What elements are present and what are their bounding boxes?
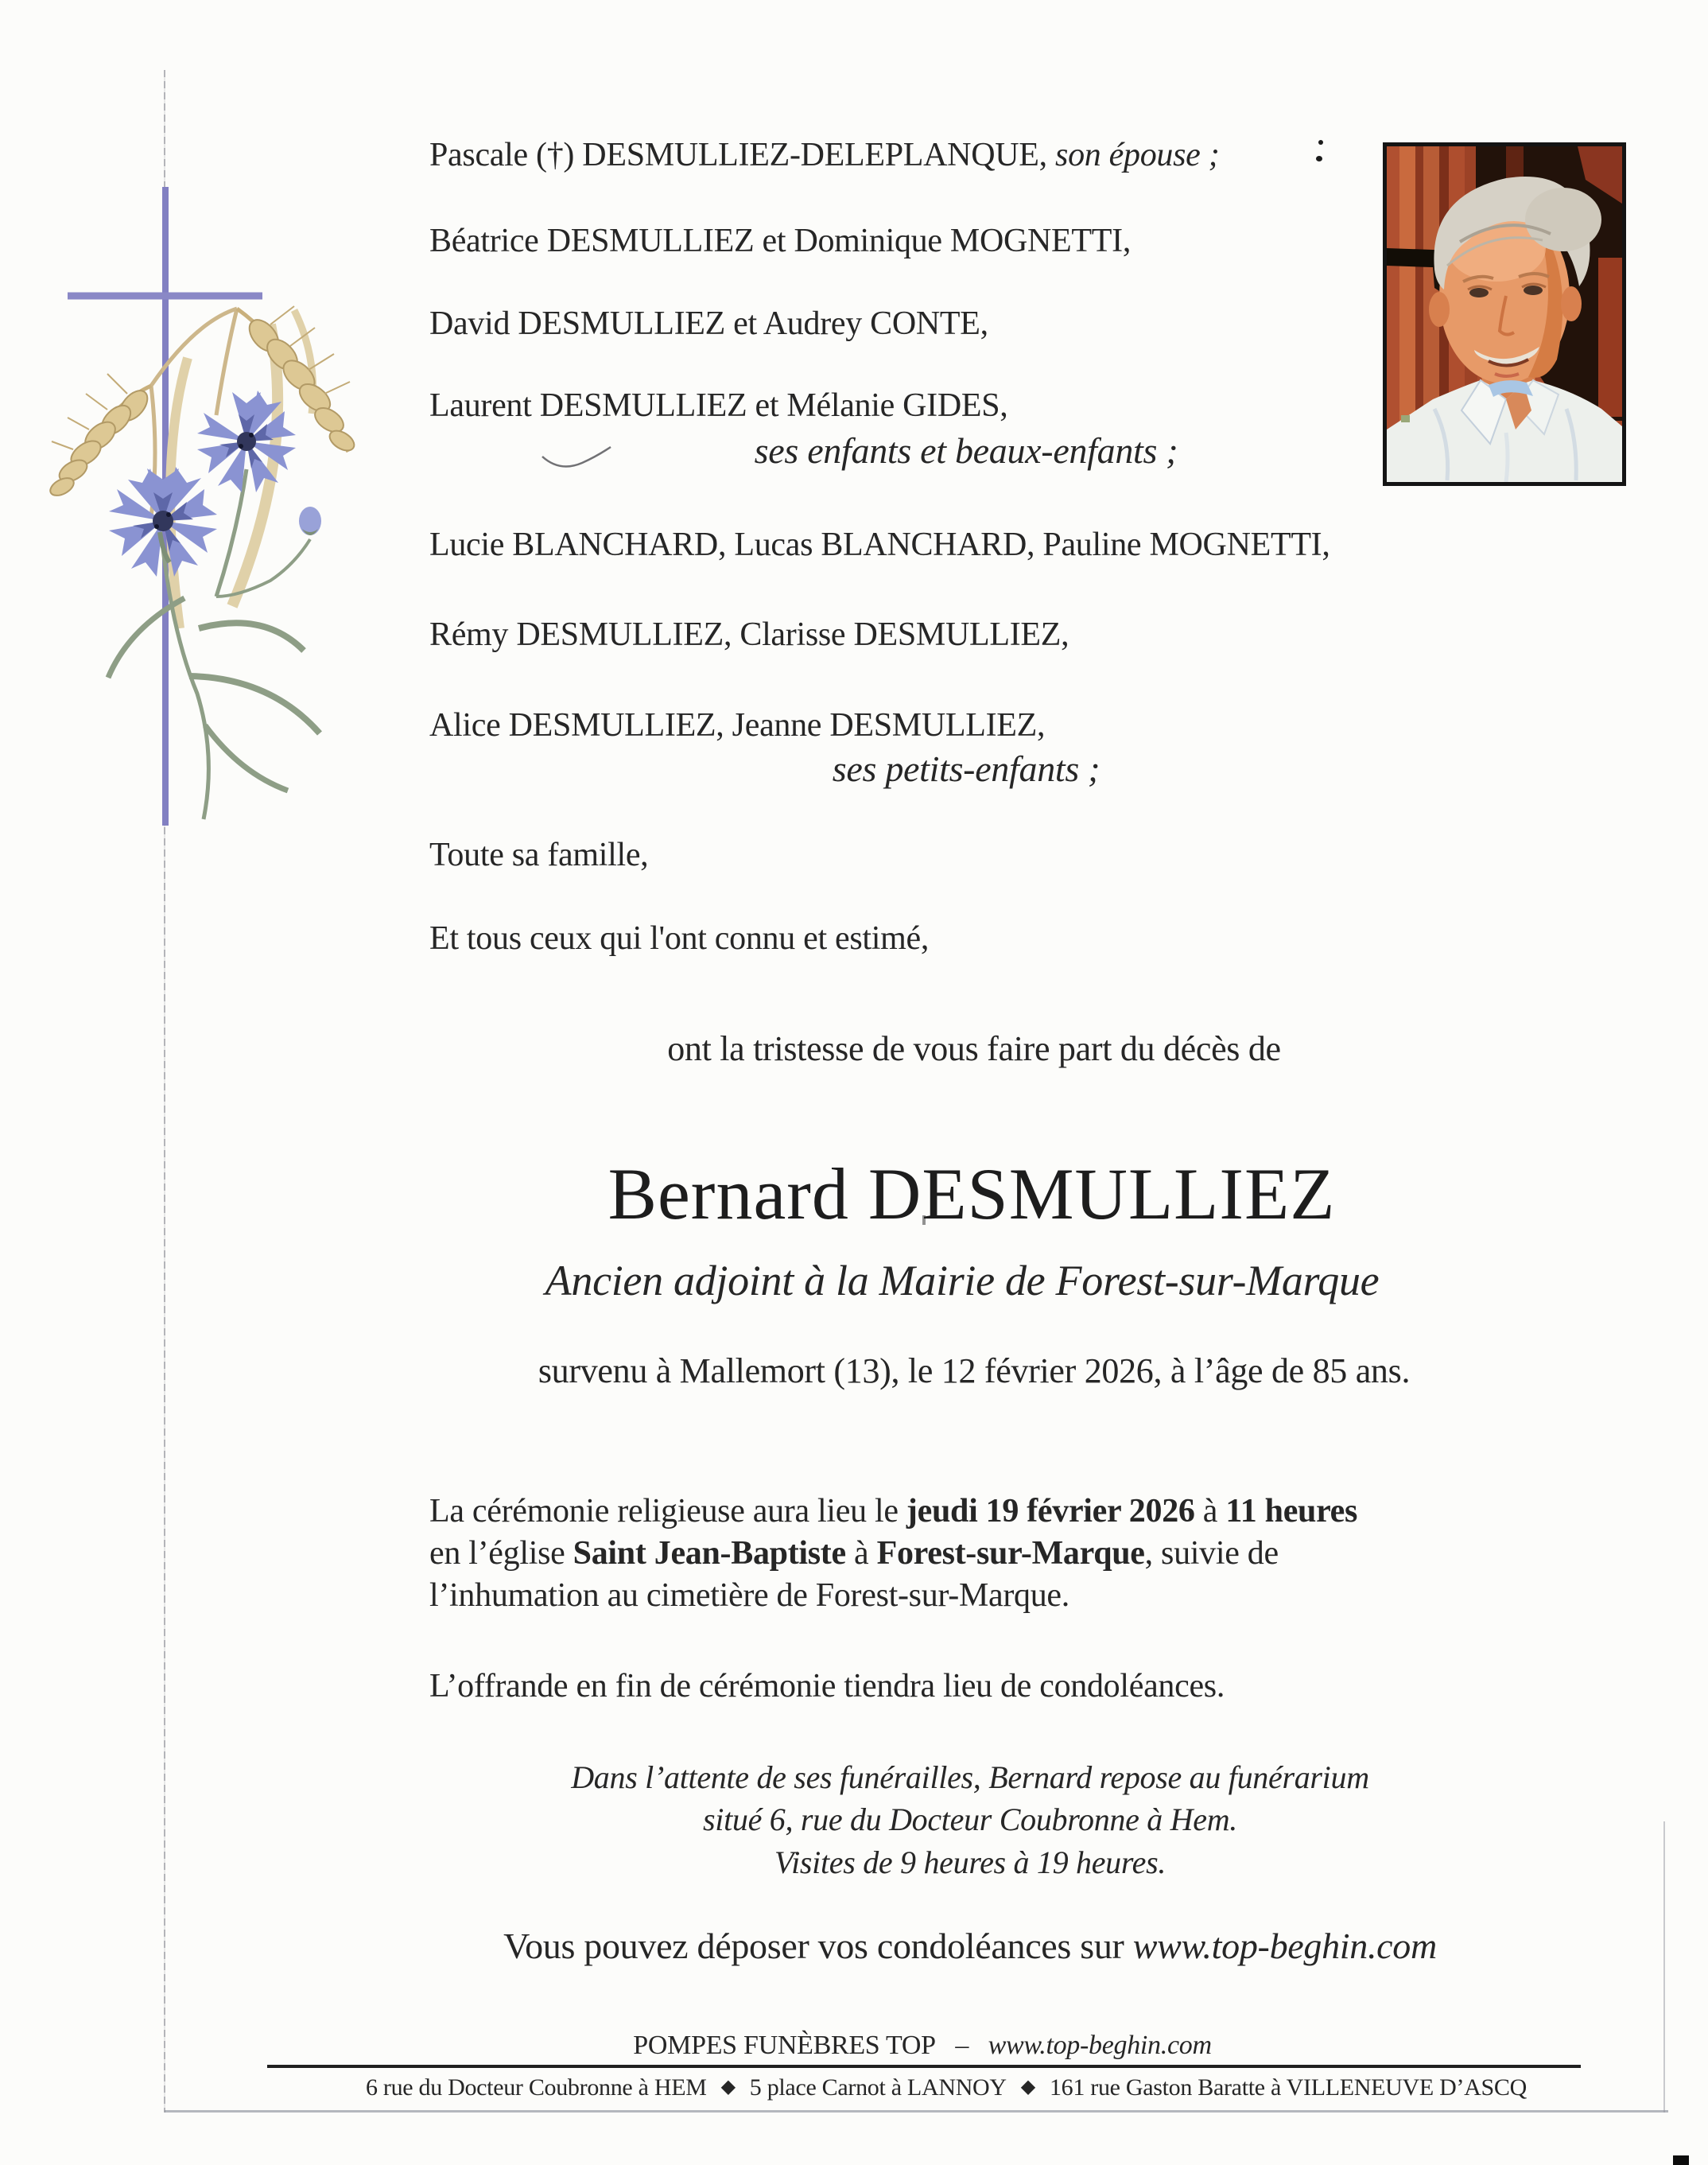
spouse-name: Pascale (†) DESMULLIEZ-DELEPLANQUE, <box>429 137 1047 173</box>
spouse-line <box>429 138 1219 172</box>
ceremony-church: Saint Jean-Baptiste <box>573 1535 846 1572</box>
ceremony-text: à <box>845 1535 877 1572</box>
friends-line: Et tous ceux qui l'ont connu et estimé, <box>429 920 930 957</box>
footer-divider <box>267 2065 1581 2068</box>
child-line: David DESMULLIEZ et Audrey CONTE, <box>429 305 988 342</box>
cross-wheat-cornflower-decoration <box>32 119 374 851</box>
footer-dash: – <box>955 2031 969 2060</box>
funerarium-line-2: situé 6, rue du Docteur Coubronne à Hem. <box>703 1802 1237 1837</box>
scan-speck <box>1316 156 1322 161</box>
ceremony-text: , suivie de <box>1144 1535 1279 1572</box>
condolences-line <box>503 1928 1437 1965</box>
death-line: survenu à Mallemort (13), le 12 février 2026, à l’âge de 85 ans. <box>538 1351 1411 1390</box>
ceremony-line-1 <box>429 1495 1357 1528</box>
portrait-photo-image <box>1387 146 1622 482</box>
diamond-separator-icon: ◆ <box>1020 2077 1035 2097</box>
ceremony-text: à <box>1194 1493 1226 1529</box>
child-line: Béatrice DESMULLIEZ et Dominique MOGNETTI, <box>429 223 1132 259</box>
condolences-url: www.top-beghin.com <box>1132 1926 1437 1966</box>
child-line: Laurent DESMULLIEZ et Mélanie GIDES, <box>429 387 1008 424</box>
scan-bottom-edge <box>165 2110 1668 2113</box>
scan-pen-mark <box>538 439 617 475</box>
flower-stems-leaves <box>108 469 320 819</box>
ceremony-date: jeudi 19 février 2026 <box>906 1493 1195 1529</box>
ceremony-line-3: l’inhumation au cimetière de Forest-sur-Marque. <box>429 1577 1069 1614</box>
deceased-title: Ancien adjoint à la Mairie de Forest-sur-Marque <box>545 1257 1380 1304</box>
funerarium-line-3: Visites de 9 heures à 19 heures. <box>774 1844 1166 1880</box>
scan-right-edge <box>1663 1821 1665 2113</box>
ceremony-time: 11 heures <box>1225 1493 1358 1529</box>
scan-corner-mark <box>1673 2155 1689 2165</box>
offering-line: L’offrande en fin de cérémonie tiendra lieu de condoléances. <box>429 1668 1225 1704</box>
wheat-ear-right <box>237 306 358 454</box>
addresses-line <box>366 2076 1527 2100</box>
grandchild-line: Rémy DESMULLIEZ, Clarisse DESMULLIEZ, <box>429 616 1069 653</box>
funerarium-line-1: Dans l’attente de ses funérailles, Bernard repose au funérarium <box>571 1759 1369 1795</box>
portrait-photo <box>1383 142 1626 486</box>
cornflower-bud <box>299 507 321 535</box>
address-hem: 6 rue du Docteur Coubronne à HEM <box>365 2074 707 2101</box>
ceremony-text: en l’église <box>429 1535 573 1572</box>
address-villeneuve: 161 rue Gaston Baratte à VILLENEUVE D’ASCQ <box>1049 2074 1527 2101</box>
condolences-text: Vous pouvez déposer vos condoléances sur <box>503 1926 1133 1966</box>
ceremony-text: La cérémonie religieuse aura lieu le <box>429 1493 906 1529</box>
scan-speck <box>1318 140 1323 145</box>
spouse-relation: son épouse ; <box>1055 137 1220 173</box>
ceremony-line-2 <box>429 1537 1279 1570</box>
diamond-separator-icon: ◆ <box>720 2077 736 2097</box>
deceased-name: Bernard DESMULLIEZ <box>608 1153 1336 1234</box>
funeral-home-url: www.top-beghin.com <box>988 2031 1212 2060</box>
ceremony-town: Forest-sur-Marque <box>876 1535 1145 1572</box>
funeral-home-line <box>633 2032 1211 2059</box>
grandchild-line: Lucie BLANCHARD, Lucas BLANCHARD, Pauline MOGNETTI, <box>429 527 1330 563</box>
address-lannoy: 5 place Carnot à LANNOY <box>749 2074 1007 2101</box>
announcement-intro: ont la tristesse de vous faire part du décès de <box>667 1029 1281 1068</box>
family-line: Toute sa famille, <box>429 837 649 873</box>
children-caption: ses enfants et beaux-enfants ; <box>754 430 1178 471</box>
grandchild-line: Alice DESMULLIEZ, Jeanne DESMULLIEZ, <box>429 707 1046 744</box>
grandchildren-caption: ses petits-enfants ; <box>832 748 1100 789</box>
wheat-ear-left <box>48 374 153 499</box>
funeral-home-name: POMPES FUNÈBRES TOP <box>633 2031 936 2060</box>
